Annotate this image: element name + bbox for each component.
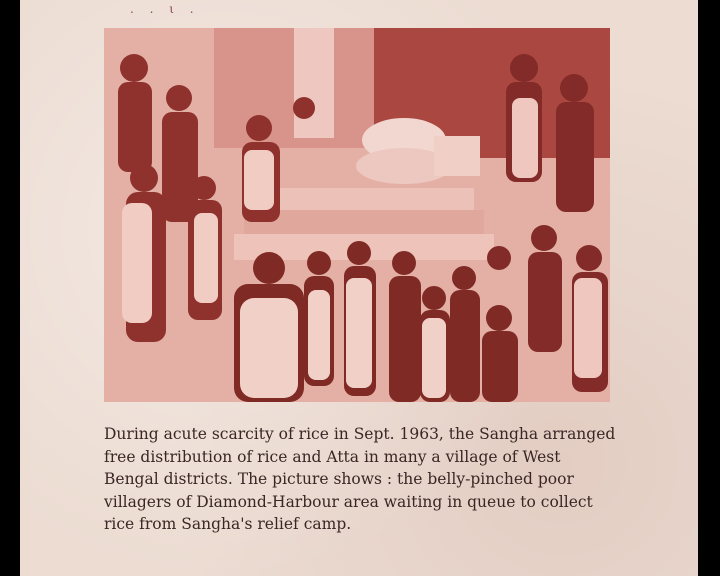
photo-caption — [104, 423, 644, 536]
top-edge-marks: . . ι . — [130, 2, 200, 16]
caption-line-3: Bengal districts. The picture shows : the belly-pinched poor — [104, 470, 574, 488]
caption-line-2: free distribution of rice and Atta in many a village of West — [104, 447, 561, 466]
photo-illustration — [104, 28, 610, 402]
caption-line-1: During acute scarcity of rice in Sept. 1963, the Sangha arranged — [104, 425, 616, 443]
caption-line-4: villagers of Diamond-Harbour area waiting in queue to collect — [104, 492, 593, 511]
caption-line-5: rice from Sangha's relief camp. — [104, 515, 352, 533]
relief-camp-photo — [104, 28, 610, 402]
document-page — [20, 0, 698, 576]
